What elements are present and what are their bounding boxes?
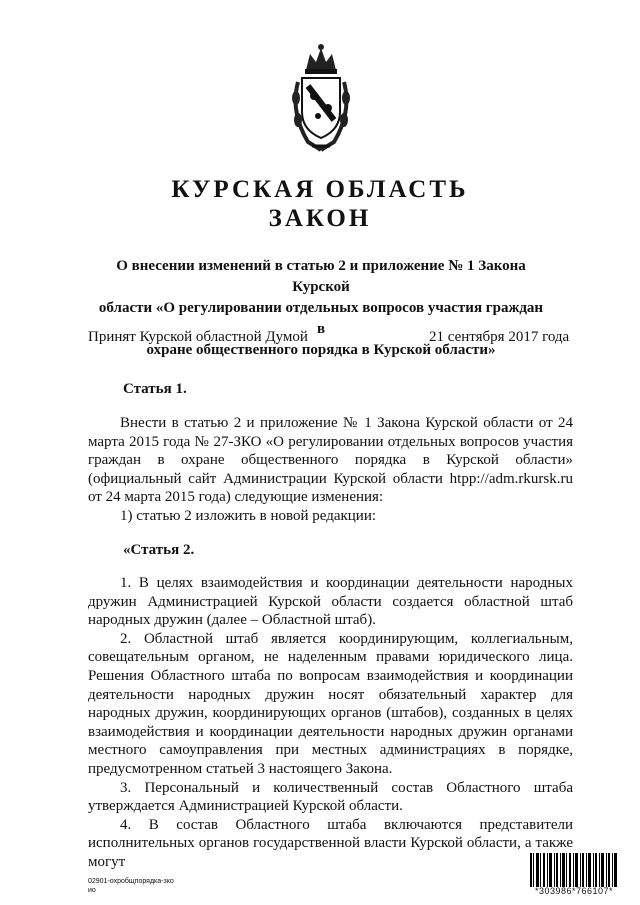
doc-type-title: ЗАКОН xyxy=(268,205,372,232)
barcode-number: *303986*766107* xyxy=(534,886,614,896)
paragraph: 4. В состав Областного штаба включаются представители исполнительных органов государственной власти Курской области, а также могут xyxy=(88,816,573,870)
region-title: КУРСКАЯ ОБЛАСТЬ xyxy=(171,176,469,203)
article-1-heading: Статья 1. xyxy=(123,381,187,397)
paragraph: 1. В целях взаимодействия и координации деятельности народных дружин Администрацией Курской области создается областной штаб народных дружин (далее – Областной штаб). xyxy=(88,575,573,629)
paragraph: 2. Областной штаб является координирующим, коллегиальным, совещательным органом, не наделенным правами юридического лица. Решения Областного штаба по вопросам взаимодействия и координации деятельности народных дружин носят обязательный характер для народных дружин, координирующих органов (штабов), созданных в целях взаимодействия и координации деятельности народных дружин органами местного самоуправления при местных администрациях в порядке, предусмотренном статьей 3 настоящего Закона. xyxy=(88,630,573,777)
paragraph: Внести в статью 2 и приложение № 1 Закона Курской области от 24 марта 2015 года № 27-ЗКО «О регулировании отдельных вопросов участия граждан в охране общественного порядка в Курской области» (официальный сайт Администрации Курской области htpp://adm.rkursk.ru от 24 марта 2015 года) следующие изменения: xyxy=(88,415,573,506)
file-code-line: 02901-охробщпорядка-зко xyxy=(88,878,174,885)
adopted-by: Принят Курской областной Думой xyxy=(88,329,308,345)
adoption-date: 21 сентября 2017 года xyxy=(429,329,570,345)
article-2-heading: «Статья 2. xyxy=(123,542,195,558)
paragraph: 1) статью 2 изложить в новой редакции: xyxy=(120,507,377,524)
subtitle-line: О внесении изменений в статью 2 и приложение № 1 Закона Курской xyxy=(116,258,526,295)
barcode-icon xyxy=(530,853,618,887)
file-code xyxy=(88,877,174,895)
paragraph: 3. Персональный и количественный состав Областного штаба утверждается Администрацией Курской области. xyxy=(88,779,573,815)
coat-of-arms-icon xyxy=(288,42,354,154)
file-code-line: ио xyxy=(88,887,96,894)
article-1-body xyxy=(88,414,573,526)
subtitle-line: охране общественного порядка в Курской области» xyxy=(146,342,496,358)
article-2-body xyxy=(88,574,573,872)
subtitle-line: области «О регулировании отдельных вопросов участия граждан в xyxy=(98,300,544,337)
